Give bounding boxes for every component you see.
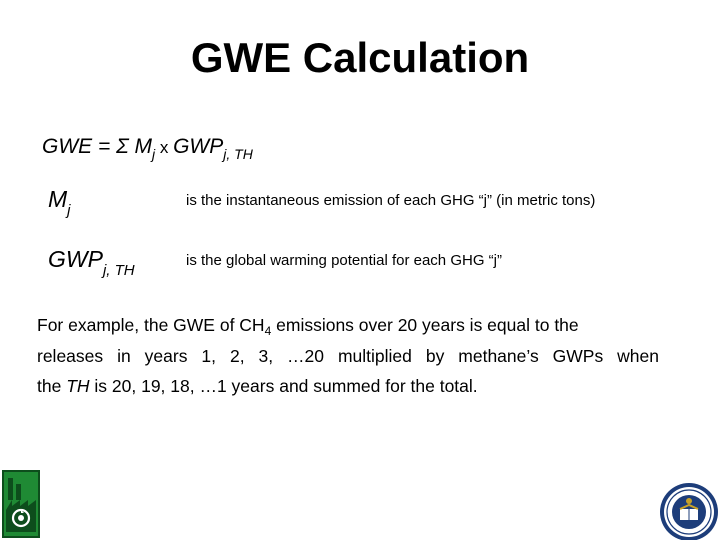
- definition-term-label: M: [48, 186, 68, 212]
- th-emphasis: TH: [66, 376, 90, 396]
- paragraph-text: For example, the GWE of CH: [37, 315, 265, 335]
- definition-term-subscript: j, TH: [102, 262, 135, 279]
- formula-times: x: [155, 138, 174, 157]
- paragraph-line-3: [37, 371, 659, 402]
- definition-term-m: [48, 186, 71, 219]
- definition-term-gwp: [48, 246, 135, 279]
- university-seal-icon: [658, 481, 720, 540]
- paragraph-line-1: [37, 310, 659, 341]
- paragraph-text: the: [37, 376, 67, 396]
- ch4-subscript: 4: [264, 324, 272, 338]
- example-paragraph: [37, 310, 659, 402]
- formula-m-subscript: j: [152, 146, 156, 162]
- definition-term-subscript: j: [67, 202, 71, 219]
- slide-title: GWE Calculation: [190, 34, 530, 81]
- gwe-formula: [42, 135, 253, 162]
- definition-text-gwp: is the global warming potential for each GHG “j”: [186, 252, 502, 269]
- formula-lhs: GWE = Σ M: [42, 135, 153, 158]
- formula-gwp-subscript: j, TH: [223, 146, 253, 162]
- formula-gwp: GWP: [173, 135, 224, 158]
- paragraph-text: is 20, 19, 18, …1 years and summed for the total.: [89, 376, 478, 396]
- paragraph-line-2: releases in years 1, 2, 3, …20 multiplied by methane’s GWPs when: [37, 345, 659, 366]
- definition-term-label: GWP: [48, 246, 103, 272]
- factory-recycle-logo-icon: [2, 470, 40, 538]
- paragraph-text: emissions over 20 years is equal to the: [271, 315, 579, 335]
- definition-text-m: is the instantaneous emission of each GHG “j” (in metric tons): [186, 192, 596, 209]
